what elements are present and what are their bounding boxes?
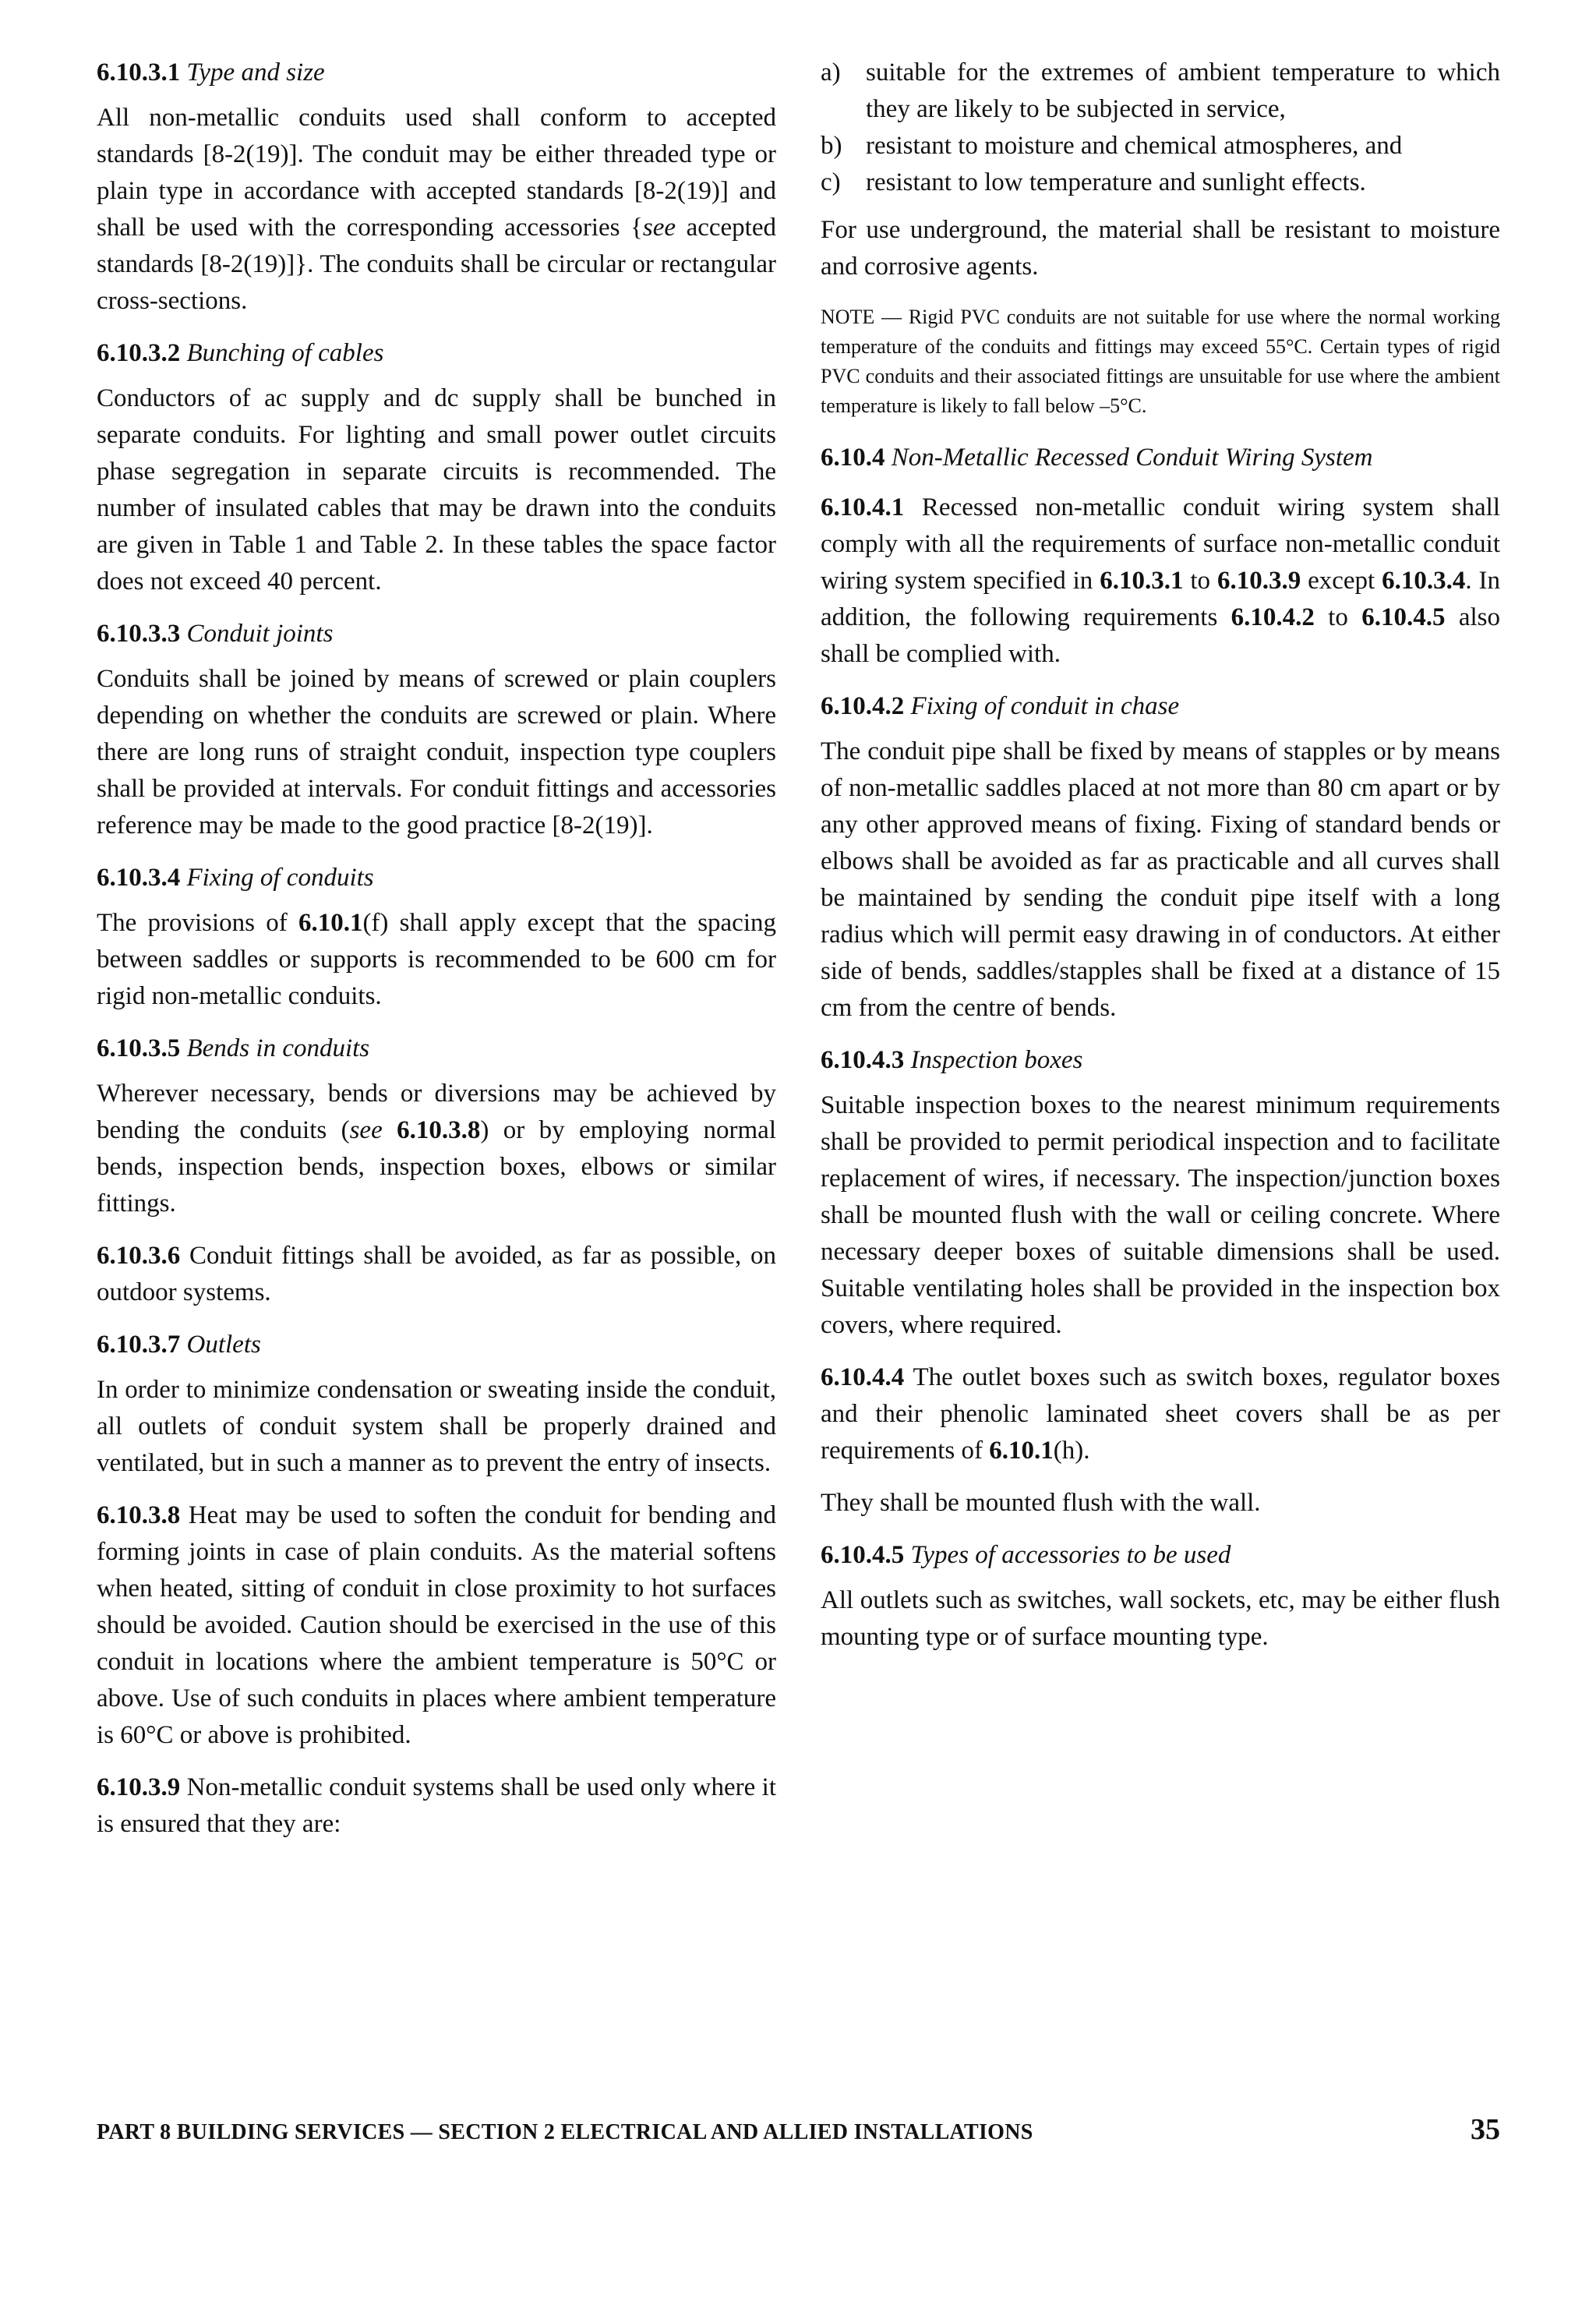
section-heading-6-10-4-3 (821, 1042, 1500, 1078)
section-heading-6-10-3-1 (97, 55, 776, 90)
page-footer (97, 2112, 1500, 2151)
section-number: 6.10.4.2 (821, 692, 905, 720)
paragraph-fixing-of-conduits: The provisions of 6.10.1(f) shall apply except that the spacing between saddles or supports is recommended to be 600 cm for rigid non-metallic conduits. (97, 909, 776, 1010)
paragraph-6-10-3-6: 6.10.3.6 Conduit fittings shall be avoided, as far as possible, on outdoor systems. (97, 1242, 776, 1306)
paragraph-bends-in-conduits: Wherever necessary, bends or diversions may be achieved by bending the conduits (see 6.10.3.8) or by employing normal bends, inspection bends, inspection boxes, elbows or similar fittings. (97, 1080, 777, 1218)
section-title: Bunching of cables (186, 339, 384, 367)
list-item: a) suitable for the extremes of ambient temperature to which they are likely to be subjected in service, (821, 58, 1500, 123)
section-title: Fixing of conduit in chase (910, 692, 1180, 720)
section-number: 6.10.3.8 (97, 1501, 181, 1529)
section-heading-6-10-4 (821, 440, 1500, 475)
section-title: Inspection boxes (910, 1046, 1083, 1074)
section-number: 6.10.3.9 (97, 1773, 181, 1801)
section-title: Conduit joints (186, 620, 334, 648)
paragraph-conduit-joints: Conduits shall be joined by means of screwed or plain couplers depending on whether the conduits are screwed or plain. Where there are long runs of straight conduit, inspection type couplers shall be provided at intervals. For conduit fittings and accessories reference may be made to the good practice [8-2(19)]. (97, 665, 776, 839)
list-item: b) resistant to moisture and chemical atmospheres, and (821, 132, 1403, 160)
paragraph-bunching-of-cables: Conductors of ac supply and dc supply shall be bunched in separate conduits. For lighting and small power outlet circuits phase segregation in separate circuits is recommended. The number of insulated cables that may be drawn into the conduits are given in Table 1 and Table 2. In these tables the space factor does not exceed 40 percent. (97, 384, 776, 596)
paragraph-6-10-4-1: 6.10.4.1 Recessed non-metallic conduit wiring system shall comply with all the requirements of surface non-metallic conduit wiring system specified in 6.10.3.1 to 6.10.3.9 except 6.10.3.4. In addition, the following requirements 6.10.4.2 to 6.10.4.5 also shall be complied with. (821, 493, 1501, 668)
section-number: 6.10.4.5 (821, 1541, 905, 1569)
left-column (97, 55, 776, 1858)
section-number: 6.10.3.2 (97, 339, 181, 367)
cross-reference: 6.10.3.8 (397, 1116, 481, 1144)
section-number: 6.10.3.7 (97, 1331, 181, 1359)
section-heading-6-10-3-5 (97, 1030, 776, 1066)
section-number: 6.10.3.1 (97, 58, 181, 87)
section-title: Fixing of conduits (186, 864, 374, 892)
section-heading-6-10-4-2 (821, 688, 1500, 724)
section-number: 6.10.3.3 (97, 620, 181, 648)
list-item: c) resistant to low temperature and sunlight effects. (821, 168, 1366, 196)
section-title: Type and size (186, 58, 325, 87)
section-heading-6-10-3-2 (97, 335, 776, 371)
paragraph-type-and-size: All non-metallic conduits used shall conform to accepted standards [8-2(19)]. The conduit may be either threaded type or plain type in accordance with accepted standards [8-2(19)] and shall be used with the corresponding accessories {see accepted standards [8-2(19)]}. The conduits shall be circular or rectangular cross-sections. (97, 104, 776, 315)
paragraph-6-10-3-8: 6.10.3.8 Heat may be used to soften the conduit for bending and forming joints in case of plain conduits. As the material softens when heated, sitting of conduit in close proximity to hot surfaces should be avoided. Caution should be exercised in the use of this conduit in locations where the ambient temperature is 50°C or above. Use of such conduits in places where ambient temperature is 60°C or above is prohibited. (97, 1501, 776, 1749)
section-title: Non-Metallic Recessed Conduit Wiring System (891, 444, 1373, 472)
cross-reference: 6.10.1 (298, 909, 363, 937)
section-title: Types of accessories to be used (910, 1541, 1231, 1569)
section-heading-6-10-4-5 (821, 1537, 1500, 1573)
paragraph-outlets: In order to minimize condensation or sweating inside the conduit, all outlets of conduit system shall be properly drained and ventilated, but in such a manner as to prevent the entry of insects. (97, 1376, 776, 1477)
section-number: 6.10.3.4 (97, 864, 181, 892)
page-number: 35 (1471, 2113, 1500, 2146)
section-number: 6.10.3.5 (97, 1034, 181, 1062)
paragraph-types-of-accessories: All outlets such as switches, wall sockets, etc, may be either flush mounting type or of surface mounting type. (821, 1586, 1500, 1651)
section-heading-6-10-3-3 (97, 616, 776, 652)
section-heading-6-10-3-4 (97, 860, 776, 896)
section-number: 6.10.4.3 (821, 1046, 905, 1074)
paragraph-mounted-flush: They shall be mounted flush with the wall. (821, 1489, 1261, 1517)
right-column (821, 55, 1500, 1671)
section-number: 6.10.4.4 (821, 1363, 905, 1391)
section-title: Bends in conduits (186, 1034, 370, 1062)
requirements-list (821, 55, 1500, 201)
cross-reference: 6.10.1 (989, 1437, 1054, 1465)
note-rigid-pvc: NOTE — Rigid PVC conduits are not suitable for use where the normal working temperature of the conduits and fittings may exceed 55°C. Certain types of rigid PVC conduits and their associated fittings are unsuitable for use where the ambient temperature is likely to fall below –5°C. (821, 306, 1500, 417)
paragraph-6-10-4-4: 6.10.4.4 The outlet boxes such as switch boxes, regulator boxes and their phenolic laminated sheet covers shall be as per requirements of 6.10.1(h). (821, 1363, 1500, 1465)
section-number: 6.10.4 (821, 444, 885, 472)
section-heading-6-10-3-7 (97, 1327, 776, 1363)
paragraph-6-10-3-9: 6.10.3.9 Non-metallic conduit systems shall be used only where it is ensured that they are: (97, 1773, 776, 1838)
paragraph-inspection-boxes: Suitable inspection boxes to the nearest minimum requirements shall be provided to permit periodical inspection and to facilitate replacement of wires, if necessary. The inspection/junction boxes shall be mounted flush with the wall or ceiling concrete. Where necessary deeper boxes of suitable dimensions shall be used. Suitable ventilating holes shall be provided in the inspection box covers, where required. (821, 1091, 1500, 1339)
section-number: 6.10.3.6 (97, 1242, 181, 1270)
section-title: Outlets (186, 1331, 261, 1359)
footer-title: PART 8 BUILDING SERVICES — SECTION 2 ELECTRICAL AND ALLIED INSTALLATIONS (97, 2120, 1033, 2144)
paragraph-fixing-of-conduit-in-chase: The conduit pipe shall be fixed by means of stapples or by means of non-metallic saddles placed at not more than 80 cm apart or by any other approved means of fixing. Fixing of standard bends or elbows shall be avoided as far as practicable and all curves shall be maintained by sending the conduit pipe itself with a long radius which will permit easy drawing in of conductors. At either side of bends, saddles/stapples shall be fixed at a distance of 15 cm from the centre of bends. (821, 737, 1500, 1022)
section-number: 6.10.4.1 (821, 493, 905, 521)
paragraph-underground: For use underground, the material shall be resistant to moisture and corrosive agents. (821, 216, 1500, 281)
